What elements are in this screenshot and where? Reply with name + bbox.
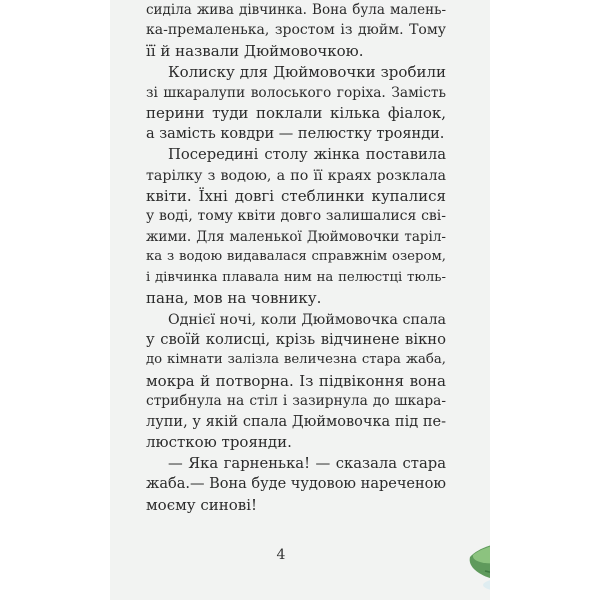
text-line: перини туди поклали кілька фіалок, bbox=[146, 104, 446, 123]
text-line: стрибнула на стіл і зазирнула до шкара- bbox=[146, 393, 446, 410]
text-line: жаба.— Вона буде чудовою нареченою bbox=[146, 476, 447, 493]
text-line: — Яка гарненька! — сказала стара bbox=[168, 454, 446, 472]
paragraph-1 bbox=[146, 0, 446, 61]
text-line: люсткою троянди. bbox=[146, 433, 292, 452]
text-line: у своїй колисці, крізь відчинене вікно bbox=[146, 331, 446, 349]
paragraph-5 bbox=[146, 454, 446, 515]
text-line: моєму синові! bbox=[146, 495, 258, 514]
text-line: пана, мов на човнику. bbox=[146, 289, 322, 308]
text-line: Колиску для Дюймовочки зробили bbox=[168, 63, 446, 82]
text-line: ка-премаленька, зростом із дюйм. Тому bbox=[146, 22, 446, 39]
paragraph-4 bbox=[146, 310, 446, 453]
text-line: мокра й потворна. Із підвіконня вона bbox=[146, 371, 446, 390]
text-line: жими. Для маленької Дюймовочки тарiл- bbox=[146, 228, 446, 245]
paragraph-2 bbox=[146, 62, 446, 144]
text-line: квіти. Їхні довгі стеблинки купалися bbox=[146, 187, 446, 206]
text-line: Однієї ночі, коли Дюймовочка спала bbox=[168, 311, 446, 328]
text-line: лупи, у якій спала Дюймовочка під пе- bbox=[146, 413, 446, 430]
text-line: ка з водою видавалася справжнім озером, bbox=[146, 249, 446, 265]
story-text bbox=[146, 0, 446, 516]
text-line: і дівчинка плавала ним на пелюстці тюль- bbox=[146, 269, 446, 285]
text-line: її й назвали Дюймовочкою. bbox=[146, 41, 364, 60]
paragraph-3 bbox=[146, 145, 446, 308]
lily-pad-illustration bbox=[465, 505, 490, 600]
text-line: а замість ковдри — пелюстку троянди. bbox=[146, 125, 445, 142]
text-line: зі шкаралупи волоського горіха. Замість bbox=[146, 84, 446, 101]
text-line: Посередині столу жінка поставила bbox=[168, 146, 446, 164]
text-line: тарілку з водою, а по її краях розклала bbox=[146, 167, 446, 184]
text-line: до кімнати залізла величезна стара жаба, bbox=[146, 352, 446, 368]
text-line: сиділа жива дівчинка. Вона була малень- bbox=[146, 2, 446, 18]
text-line: у воді, тому квіти довго залишалися свi- bbox=[146, 208, 446, 225]
page-number: 4 bbox=[276, 547, 286, 563]
